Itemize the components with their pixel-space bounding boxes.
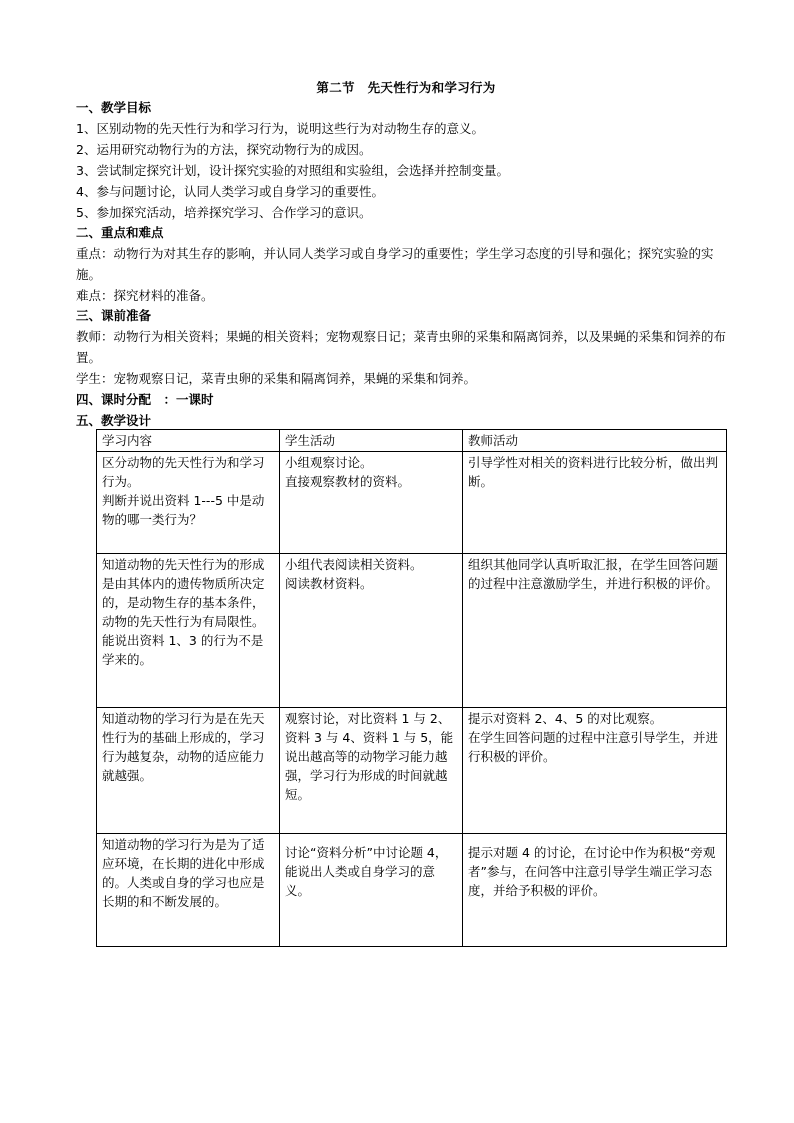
section-heading: 四、课时分配 ：一课时 bbox=[76, 392, 214, 407]
table-header-row bbox=[97, 430, 727, 452]
goal-item: 4、参与问题讨论，认同人类学习或自身学习的重要性。 bbox=[76, 184, 384, 199]
goal-item: 5、参加探究活动，培养探究学习、合作学习的意识。 bbox=[76, 205, 372, 220]
focus-text: 重点：动物行为对其生存的影响，并认同人类学习或自身学习的重要性；学生学习态度的引导和强化；探究实验的实施。 bbox=[76, 246, 714, 282]
student-prep: 学生：宠物观察日记，菜青虫卵的采集和隔离饲养，果蝇的采集和饲养。 bbox=[76, 371, 477, 386]
section-heading: 二、重点和难点 bbox=[76, 225, 164, 240]
teacher-cell: 提示对资料 2、4、5 的对比观察。 在学生回答问题的过程中注意引导学生，并进行积极的评价。 bbox=[463, 708, 727, 834]
table-row bbox=[97, 554, 727, 708]
section-time bbox=[76, 389, 736, 431]
student-cell: 小组观察讨论。 直接观察教材的资料。 bbox=[280, 452, 463, 554]
teacher-prep: 教师：动物行为相关资料；果蝇的相关资料；宠物观察日记；菜青虫卵的采集和隔离饲养，以及果蝇的采集和饲养的布置。 bbox=[76, 329, 727, 365]
content-cell: 知道动物的学习行为是为了适应环境，在长期的进化中形成的。人类或自身的学习也应是长期的和不断发展的。 bbox=[97, 834, 280, 947]
goal-item: 2、运用研究动物行为的方法，探究动物行为的成因。 bbox=[76, 142, 372, 157]
student-cell: 讨论“资料分析”中讨论题 4，能说出人类或自身学习的意义。 bbox=[280, 834, 463, 947]
content-cell: 区分动物的先天性行为和学习行为。 判断并说出资料 1---5 中是动物的哪一类行为？ bbox=[97, 452, 280, 554]
section-keypoints bbox=[76, 222, 736, 306]
column-header: 学习内容 bbox=[97, 430, 280, 452]
table-row bbox=[97, 708, 727, 834]
student-cell: 观察讨论，对比资料 1 与 2、资料 3 与 4、资料 1 与 5，能说出越高等的动物学习能力越强，学习行为形成的时间就越短。 bbox=[280, 708, 463, 834]
goal-item: 3、尝试制定探究计划，设计探究实验的对照组和实验组，会选择并控制变量。 bbox=[76, 163, 509, 178]
content-cell: 知道动物的先天性行为的形成是由其体内的遗传物质所决定的，是动物生存的基本条件，动物的先天性行为有局限性。能说出资料 1、3 的行为不是学来的。 bbox=[97, 554, 280, 708]
lesson-design-table bbox=[96, 429, 727, 947]
teacher-cell: 引导学性对相关的资料进行比较分析，做出判断。 bbox=[463, 452, 727, 554]
column-header: 教师活动 bbox=[463, 430, 727, 452]
section-heading: 五、教学设计 bbox=[76, 413, 152, 428]
section-prep bbox=[76, 305, 736, 389]
document-title: 第二节 先天性行为和学习行为 bbox=[316, 80, 496, 95]
column-header: 学生活动 bbox=[280, 430, 463, 452]
table-row bbox=[97, 452, 727, 554]
content-cell: 知道动物的学习行为是在先天性行为的基础上形成的，学习行为越复杂，动物的适应能力就越强。 bbox=[97, 708, 280, 834]
table-row bbox=[97, 834, 727, 947]
goal-item: 1、区别动物的先天性行为和学习行为，说明这些行为对动物生存的意义。 bbox=[76, 121, 484, 136]
section-goals bbox=[76, 97, 736, 223]
section-heading: 一、教学目标 bbox=[76, 100, 152, 115]
section-heading: 三、课前准备 bbox=[76, 308, 152, 323]
teacher-cell: 组织其他同学认真听取汇报，在学生回答问题的过程中注意激励学生，并进行积极的评价。 bbox=[463, 554, 727, 708]
difficulty-text: 难点：探究材料的准备。 bbox=[76, 288, 214, 303]
student-cell: 小组代表阅读相关资料。 阅读教材资料。 bbox=[280, 554, 463, 708]
teacher-cell: 提示对题 4 的讨论，在讨论中作为积极“旁观者”参与，在问答中注意引导学生端正学习态度，并给予积极的评价。 bbox=[463, 834, 727, 947]
